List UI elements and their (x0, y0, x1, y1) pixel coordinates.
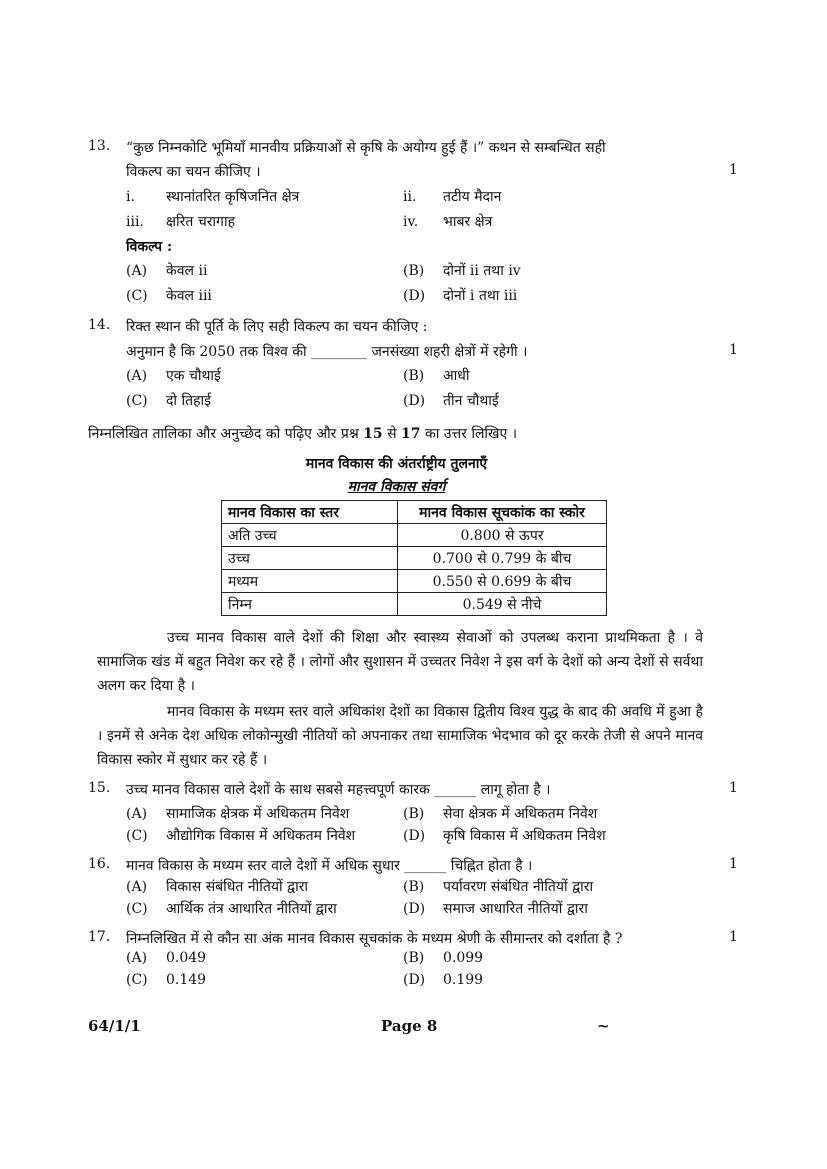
option-text: केवल ii (166, 263, 208, 279)
option-a (126, 261, 207, 280)
question-text-cont: विकल्प का चयन कीजिए । (126, 164, 261, 180)
table-cell: 0.549 से नीचे (398, 593, 607, 616)
option-text: दोनों i तथा iii (443, 288, 518, 304)
option-label: (C) (126, 288, 148, 304)
statement-item (403, 212, 492, 231)
table-cell: 0.550 से 0.699 के बीच (398, 570, 607, 593)
table-header-row (222, 501, 607, 524)
question-text: “कुछ निम्नकोटि भूमियाँ मानवीय प्रक्रियाओं से कृषि के अयोग्य हुई हैं ।” कथन से सम्बन्धित सही (126, 140, 606, 156)
option-text: 0.049 (166, 950, 207, 966)
instruction-text: से (382, 426, 402, 442)
option-label: (B) (403, 368, 425, 384)
option-text: समाज आधारित नीतियों द्वारा (443, 901, 588, 917)
option-a (126, 804, 349, 823)
question-text: उच्च मानव विकास वाले देशों के साथ सबसे महत्त्वपूर्ण कारक ______ लागू होता है । (126, 782, 551, 798)
statement-item (403, 187, 501, 206)
option-label: (C) (126, 972, 148, 988)
question-number: 16. (88, 856, 111, 872)
statement-text: भाबर क्षेत्र (443, 214, 493, 230)
question-number: 17. (88, 929, 111, 945)
option-text: 0.199 (443, 972, 484, 988)
option-label: (C) (126, 393, 148, 409)
options-heading: विकल्प : (126, 239, 173, 255)
option-text: सामाजिक क्षेत्रक में अधिकतम निवेश (166, 806, 350, 822)
table-cell: उच्च (222, 547, 398, 570)
statement-item (126, 212, 235, 231)
marks: 1 (729, 929, 738, 945)
option-text: कृषि विकास में अधिकतम निवेश (443, 828, 606, 844)
statement-item (126, 187, 299, 206)
statement-label: iii. (126, 214, 144, 230)
statement-label: i. (126, 189, 135, 205)
statement-label: iv. (403, 214, 419, 230)
table-cell: मध्यम (222, 570, 398, 593)
option-label: (B) (403, 806, 425, 822)
option-text: एक चौथाई (166, 368, 221, 384)
option-label: (A) (126, 263, 148, 279)
option-text: पर्यावरण संबंधित नीतियों द्वारा (443, 879, 594, 895)
table-title: मानव विकास की अंतर्राष्ट्रीय तुलनाएँ (305, 456, 488, 472)
option-a (126, 366, 221, 385)
option-c (126, 972, 206, 988)
option-b (403, 877, 593, 896)
option-text: तीन चौथाई (443, 393, 499, 409)
option-text: दो तिहाई (166, 393, 212, 409)
table-row (222, 547, 607, 570)
option-text: दोनों ii तथा iv (443, 263, 521, 279)
statement-text: क्षरित चरागाह (166, 214, 236, 230)
statement-text: स्थानांतरित कृषिजनित क्षेत्र (166, 189, 300, 205)
table-row (222, 524, 607, 547)
option-d (403, 899, 588, 918)
question-ref: 15 (363, 426, 383, 442)
option-label: (C) (126, 901, 148, 917)
option-label: (D) (403, 828, 426, 844)
option-c (126, 286, 212, 305)
question-text: निम्नलिखित में से कौन सा अंक मानव विकास सूचकांक के मध्यम श्रेणी के सीमान्तर को दर्शाता है ? (126, 931, 623, 947)
marks: 1 (729, 856, 738, 872)
question-number: 14. (88, 317, 111, 333)
option-text: सेवा क्षेत्रक में अधिकतम निवेश (443, 806, 598, 822)
table-cell: 0.700 से 0.799 के बीच (398, 547, 607, 570)
instruction (88, 424, 517, 443)
table-header: मानव विकास सूचकांक का स्कोर (398, 501, 607, 524)
question-number: 13. (88, 138, 111, 154)
option-d (403, 972, 483, 988)
option-text: विकास संबंधित नीतियों द्वारा (166, 879, 309, 895)
option-c (126, 391, 211, 410)
marks: 1 (729, 780, 738, 796)
hdi-table (221, 500, 607, 616)
footer-mark: ~ (597, 1017, 610, 1035)
option-a (126, 877, 308, 896)
option-c (126, 826, 355, 845)
marks: 1 (729, 162, 738, 178)
option-b (403, 950, 483, 966)
option-a (126, 950, 206, 966)
instruction-text: का उत्तर लिखिए । (420, 426, 518, 442)
question-text: रिक्त स्थान की पूर्ति के लिए सही विकल्प का चयन कीजिए : (126, 319, 428, 335)
option-d (403, 826, 606, 845)
option-text: औद्योगिक विकास में अधिकतम निवेश (166, 828, 356, 844)
option-text: 0.099 (443, 950, 484, 966)
option-d (403, 391, 499, 410)
option-label: (A) (126, 879, 148, 895)
option-label: (D) (403, 972, 426, 988)
table-subtitle: मानव विकास संवर्ग (347, 479, 446, 495)
option-label: (D) (403, 288, 426, 304)
question-ref: 17 (401, 426, 421, 442)
page-number: Page 8 (381, 1017, 438, 1035)
table-cell: अति उच्च (222, 524, 398, 547)
table-header: मानव विकास का स्तर (222, 501, 398, 524)
passage-paragraph-1: उच्च मानव विकास वाले देशों की शिक्षा और स्वास्थ्य सेवाओं को उपलब्ध कराना प्राथमिकता है । वे सामाजिक खंड में बहुत निवेश कर रहे हैं । लोगों और सुशासन में उच्चतर निवेश ने इस वर्ग के देशों को अन्य देशों से सर्वथा अलग कर दिया है । (97, 630, 703, 694)
table-row (222, 570, 607, 593)
option-label: (D) (403, 901, 426, 917)
option-label: (A) (126, 368, 148, 384)
option-text: आर्थिक तंत्र आधारित नीतियों द्वारा (166, 901, 337, 917)
option-b (403, 261, 521, 280)
paper-code: 64/1/1 (88, 1017, 141, 1035)
option-label: (C) (126, 828, 148, 844)
option-b (403, 366, 470, 385)
statement-text: तटीय मैदान (443, 189, 502, 205)
question-number: 15. (88, 780, 111, 796)
passage-paragraph-2: मानव विकास के मध्यम स्तर वाले अधिकांश देशों का विकास द्वितीय विश्व युद्ध के बाद की अवधि में हुआ है । इनमें से अनेक देश अधिक लोकोन्मुखी नीतियों को अपनाकर तथा सामाजिक भेदभाव को दूर करके तेजी से अपने मानव विकास स्कोर में सुधार कर रहे हैं । (97, 704, 703, 768)
option-label: (B) (403, 879, 425, 895)
table-cell: निम्न (222, 593, 398, 616)
option-label: (A) (126, 950, 148, 966)
option-label: (D) (403, 393, 426, 409)
option-c (126, 899, 337, 918)
statement-label: ii. (403, 189, 417, 205)
marks: 1 (729, 342, 738, 358)
question-text-cont: अनुमान है कि 2050 तक विश्व की ________ जनसंख्या शहरी क्षेत्रों में रहेगी । (126, 344, 528, 360)
option-d (403, 286, 517, 305)
option-label: (B) (403, 950, 425, 966)
option-label: (B) (403, 263, 425, 279)
table-cell: 0.800 से ऊपर (398, 524, 607, 547)
question-text: मानव विकास के मध्यम स्तर वाले देशों में अधिक सुधार ______ चिह्नित होता है । (126, 858, 533, 874)
option-b (403, 804, 597, 823)
table-row (222, 593, 607, 616)
instruction-text: निम्नलिखित तालिका और अनुच्छेद को पढ़िए और प्रश्न (88, 426, 364, 442)
option-text: केवल iii (166, 288, 212, 304)
option-label: (A) (126, 806, 148, 822)
option-text: आधी (443, 368, 470, 384)
option-text: 0.149 (166, 972, 207, 988)
